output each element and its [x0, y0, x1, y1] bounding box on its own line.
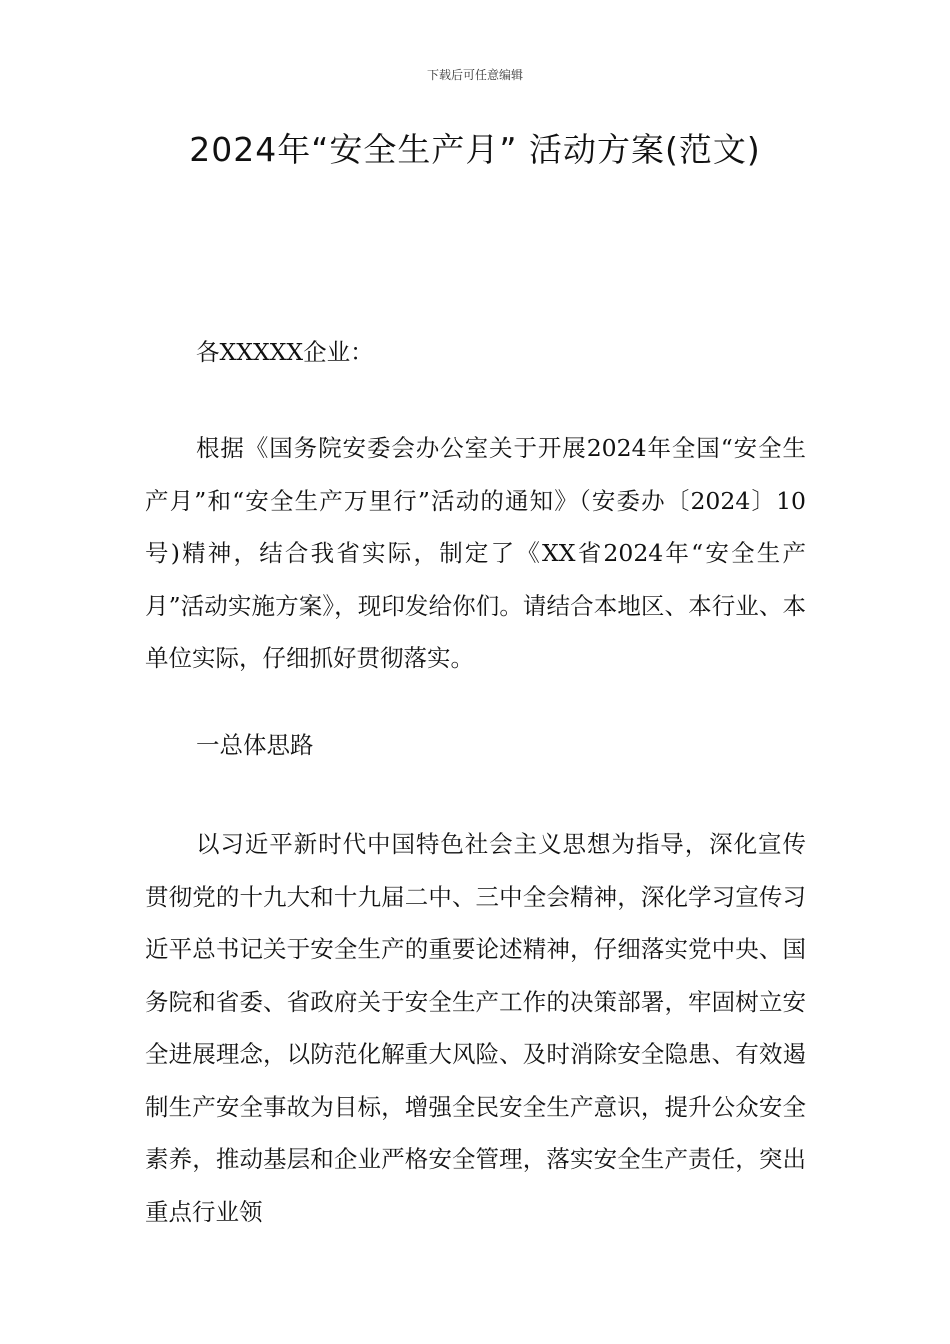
paragraph-intro: 根据《国务院安委会办公室关于开展2024年全国“安全生产月”和“安全生产万里行”活动的通知》（安委办〔2024〕10号)精神，结合我省实际，制定了《XX省2024年“安全生产月”活动实施方案》，现印发给你们。请结合本地区、本行业、本单位实际，仔细抓好贯彻落实。: [145, 434, 806, 672]
header-note: 下载后可任意编辑: [426, 68, 523, 82]
section-heading-overall-approach: 一总体思路: [196, 731, 314, 759]
document-title: 2024年“安全生产月” 活动方案(范文): [189, 130, 761, 169]
paragraph-overall-approach: 以习近平新时代中国特色社会主义思想为指导，深化宣传贯彻党的十九大和十九届二中、三中全会精神，深化学习宣传习近平总书记关于安全生产的重要论述精神，仔细落实党中央、国务院和省委、省政府关于安全生产工作的决策部署，牢固树立安全进展理念，以防范化解重大风险、及时消除安全隐患、有效遏制生产安全事故为目标，增强全民安全生产意识，提升公众安全素养，推动基层和企业严格安全管理，落实安全生产责任，突出重点行业领: [145, 830, 806, 1226]
salutation: 各XXXXX企业：: [196, 338, 374, 366]
